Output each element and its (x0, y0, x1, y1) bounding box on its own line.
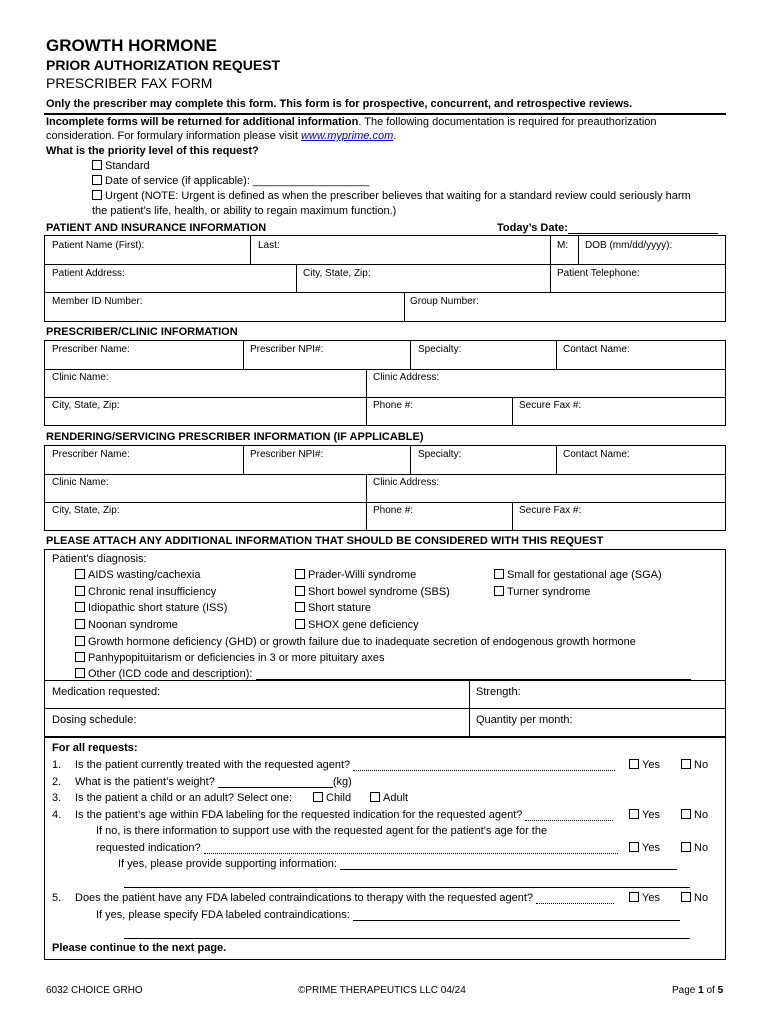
urgent-line2: the patient’s life, health, or ability to regain maximum function.) (92, 205, 397, 217)
standard-label: Standard (105, 160, 150, 172)
dx-prader-label: Prader-Willi syndrome (308, 569, 417, 581)
q5-label: Does the patient have any FDA labeled contraindications to therapy with the requested agent? (75, 892, 537, 904)
checkbox[interactable] (370, 792, 380, 802)
checkbox[interactable] (75, 652, 85, 662)
rendering-specialty-field[interactable]: Specialty: (418, 449, 462, 460)
no-label: No (694, 759, 709, 771)
form-subtitle: PRIOR AUTHORIZATION REQUEST (46, 57, 281, 73)
rendering-fax-field[interactable]: Secure Fax #: (519, 505, 582, 516)
yes-label: Yes (642, 759, 660, 771)
col-divider (250, 235, 251, 264)
clinic-name-field[interactable]: Clinic Name: (52, 372, 109, 383)
checkbox[interactable] (295, 602, 305, 612)
prescriber-only-notice: Only the prescriber may complete this form. This form is for prospective, concurrent, and retrospective reviews. (46, 98, 633, 110)
form-title: GROWTH HORMONE (46, 36, 217, 55)
todays-date (497, 222, 718, 234)
q2-label: What is the patient’s weight? (75, 776, 218, 788)
col-divider (550, 264, 551, 292)
dx-ghd[interactable] (75, 636, 636, 648)
checkbox[interactable] (681, 759, 691, 769)
q4-yes[interactable] (629, 809, 660, 821)
clinic-fax-field[interactable]: Secure Fax #: (519, 400, 582, 411)
dx-sga[interactable] (494, 569, 662, 581)
q4-if-no: If no, is there information to support use with the requested agent for the patient’s age for the (96, 825, 548, 837)
q3-child[interactable] (313, 792, 351, 804)
priority-date-of-service[interactable] (92, 175, 369, 187)
yes-label: Yes (642, 842, 660, 854)
diagnosis-label: Patient’s diagnosis: (52, 553, 147, 565)
checkbox[interactable] (295, 586, 305, 596)
checkbox[interactable] (681, 842, 691, 852)
row-divider (44, 292, 726, 293)
dx-chronic-renal[interactable] (75, 586, 216, 598)
patient-dob-field[interactable]: DOB (mm/dd/yyyy): (585, 240, 673, 251)
q4-text (75, 809, 613, 821)
prescriber-specialty-field[interactable]: Specialty: (418, 344, 462, 355)
checkbox[interactable] (75, 569, 85, 579)
clinic-city-state-zip-field[interactable]: City, State, Zip: (52, 400, 120, 411)
patient-address-field[interactable]: Patient Address: (52, 268, 125, 279)
rendering-heading: RENDERING/SERVICING PRESCRIBER INFORMATION (IF APPLICABLE) (46, 431, 424, 443)
dx-other[interactable] (75, 668, 691, 680)
col-divider (550, 235, 551, 264)
prescriber-heading: PRESCRIBER/CLINIC INFORMATION (46, 326, 238, 338)
dx-iss-label: Idiopathic short stature (ISS) (88, 602, 228, 614)
dx-sbs-label: Short bowel syndrome (SBS) (308, 586, 450, 598)
q5-if-yes (96, 909, 680, 921)
q5-if-yes-label: If yes, please specify FDA labeled contraindications: (96, 909, 353, 921)
leader-dots (204, 844, 618, 854)
patient-city-state-zip-field[interactable]: City, State, Zip: (303, 268, 371, 279)
patient-heading: PATIENT AND INSURANCE INFORMATION (46, 222, 267, 234)
dx-turner-label: Turner syndrome (507, 586, 591, 598)
checkbox[interactable] (313, 792, 323, 802)
col-divider (404, 292, 405, 322)
rendering-phone-field[interactable]: Phone #: (373, 505, 414, 516)
row-divider (44, 708, 726, 709)
checkbox[interactable] (494, 586, 504, 596)
q1-yes[interactable] (629, 759, 660, 771)
formulary-info (46, 130, 396, 142)
q4-if-yes (118, 858, 677, 870)
q3-adult[interactable] (370, 792, 408, 804)
patient-mi-field[interactable]: M: (557, 240, 569, 251)
dx-aids-label: AIDS wasting/cachexia (88, 569, 201, 581)
q4-if-yes-label: If yes, please provide supporting information: (118, 858, 340, 870)
row-divider (44, 397, 726, 398)
checkbox[interactable] (629, 842, 639, 852)
dx-shox[interactable] (295, 619, 419, 631)
patient-telephone-field[interactable]: Patient Telephone: (557, 268, 640, 279)
q4b-no[interactable] (681, 842, 708, 854)
q1-number: 1. (52, 759, 62, 771)
checkbox[interactable] (75, 619, 85, 629)
prescriber-contact-field[interactable]: Contact Name: (563, 344, 630, 355)
myprime-link[interactable]: www.myprime.com (300, 130, 394, 142)
dx-turner[interactable] (494, 586, 590, 598)
col-divider (512, 397, 513, 426)
no-label: No (694, 842, 709, 854)
date-of-service-label: Date of service (if applicable): ___________________ (105, 175, 370, 187)
no-label: No (694, 809, 709, 821)
rendering-clinic-name-field[interactable]: Clinic Name: (52, 477, 109, 488)
rendering-npi-field[interactable]: Prescriber NPI#: (250, 449, 324, 460)
row-divider (44, 502, 726, 503)
priority-question: What is the priority level of this request? (46, 145, 259, 157)
adult-label: Adult (383, 792, 409, 804)
q5-number: 5. (52, 892, 62, 904)
rendering-clinic-address-field[interactable]: Clinic Address: (373, 477, 440, 488)
q4-requested (96, 842, 618, 854)
checkbox[interactable] (75, 586, 85, 596)
col-divider (578, 235, 579, 264)
q5-no[interactable] (681, 892, 708, 904)
q4-no[interactable] (681, 809, 708, 821)
col-divider (366, 369, 367, 426)
dx-noonan-label: Noonan syndrome (88, 619, 178, 631)
period: . (393, 130, 397, 142)
q1-label: Is the patient currently treated with the requested agent? (75, 759, 354, 771)
incomplete-notice (46, 116, 657, 128)
q4-number: 4. (52, 809, 62, 821)
q1-text (75, 759, 615, 771)
questions-heading: For all requests: (52, 742, 138, 754)
col-divider (556, 445, 557, 474)
dx-short-stature[interactable] (295, 602, 371, 614)
dx-iss[interactable] (75, 602, 227, 614)
dx-noonan[interactable] (75, 619, 178, 631)
divider (44, 113, 726, 115)
checkbox[interactable] (75, 602, 85, 612)
checkbox[interactable] (295, 569, 305, 579)
col-divider (296, 264, 297, 292)
todays-date-field[interactable] (568, 223, 718, 234)
form-name: PRESCRIBER FAX FORM (46, 75, 213, 91)
leader-dots (536, 894, 614, 904)
q2-number: 2. (52, 776, 62, 788)
col-divider (556, 340, 557, 369)
col-divider (366, 474, 367, 531)
yes-label: Yes (642, 809, 660, 821)
consideration-text: consideration. For formulary information please visit (46, 130, 301, 142)
col-divider (243, 340, 244, 369)
todays-date-label: Today’s Date: (497, 222, 568, 234)
row-divider (44, 369, 726, 370)
page-of: of (703, 985, 718, 996)
col-divider (243, 445, 244, 474)
rendering-contact-field[interactable]: Contact Name: (563, 449, 630, 460)
checkbox[interactable] (92, 175, 102, 185)
dx-panhypo-label: Panhypopituitarism or deficiencies in 3 or more pituitary axes (88, 652, 385, 664)
priority-standard[interactable] (92, 160, 150, 172)
dx-shox-label: SHOX gene deficiency (308, 619, 419, 631)
dx-other-field[interactable] (256, 669, 691, 680)
dx-short-label: Short stature (308, 602, 371, 614)
supporting-info-line2[interactable] (124, 887, 690, 888)
checkbox[interactable] (629, 809, 639, 819)
checkbox[interactable] (494, 569, 504, 579)
checkbox[interactable] (629, 759, 639, 769)
kg-label: (kg) (332, 776, 352, 788)
leader-dots (525, 811, 613, 821)
dx-sga-label: Small for gestational age (SGA) (507, 569, 662, 581)
urgent-label: Urgent (NOTE: Urgent is defined as when the prescriber believes that waiting for a standard review could seriously harm (105, 190, 691, 202)
clinic-address-field[interactable]: Clinic Address: (373, 372, 440, 383)
form-code: 6032 CHOICE GRHO (46, 985, 143, 996)
col-divider (469, 680, 470, 737)
q2-text (75, 776, 352, 788)
rendering-city-state-zip-field[interactable]: City, State, Zip: (52, 505, 120, 516)
strength-field[interactable]: Strength: (476, 686, 521, 698)
q5-text (75, 892, 614, 904)
row-divider (44, 474, 726, 475)
q4-label: Is the patient’s age within FDA labeling for the requested indication for the requested agent? (75, 809, 526, 821)
patient-first-name-field[interactable]: Patient Name (First): (52, 240, 145, 251)
group-number-field[interactable]: Group Number: (410, 296, 479, 307)
checkbox[interactable] (75, 636, 85, 646)
q5-yes[interactable] (629, 892, 660, 904)
dx-aids[interactable] (75, 569, 201, 581)
page-number (672, 985, 723, 996)
checkbox[interactable] (681, 809, 691, 819)
priority-urgent[interactable] (92, 190, 691, 202)
row-divider (44, 680, 726, 681)
page-prefix: Page (672, 985, 699, 996)
copyright: ©PRIME THERAPEUTICS LLC 04/24 (298, 985, 466, 996)
col-divider (512, 502, 513, 531)
no-label: No (694, 892, 709, 904)
incomplete-rest: . The following documentation is required for preauthorization (358, 116, 657, 128)
q1-no[interactable] (681, 759, 708, 771)
child-label: Child (326, 792, 352, 804)
incomplete-bold: Incomplete forms will be returned for additional information (46, 116, 359, 128)
medication-field[interactable]: Medication requested: (52, 686, 161, 698)
checkbox[interactable] (92, 160, 102, 170)
weight-field[interactable] (218, 777, 333, 788)
col-divider (410, 445, 411, 474)
page-total: 5 (717, 985, 724, 996)
dx-panhypopituitarism[interactable] (75, 652, 385, 664)
dx-other-label: Other (ICD code and description): (88, 668, 256, 680)
continue-notice: Please continue to the next page. (52, 942, 227, 954)
dx-ghd-label: Growth hormone deficiency (GHD) or growth failure due to inadequate secretion of endogenous growth hormone (88, 636, 636, 648)
leader-dots (353, 761, 615, 771)
col-divider (410, 340, 411, 369)
checkbox[interactable] (629, 892, 639, 902)
page-current: 1 (698, 985, 704, 996)
checkbox[interactable] (92, 190, 102, 200)
contraindications-field[interactable] (353, 910, 680, 921)
clinic-phone-field[interactable]: Phone #: (373, 400, 414, 411)
checkbox[interactable] (681, 892, 691, 902)
checkbox[interactable] (75, 668, 85, 678)
rendering-name-field[interactable]: Prescriber Name: (52, 449, 130, 460)
dx-prader-willi[interactable] (295, 569, 416, 581)
dx-sbs[interactable] (295, 586, 450, 598)
q4b-yes[interactable] (629, 842, 660, 854)
patient-last-name-field[interactable]: Last: (258, 240, 280, 251)
contraindications-line2[interactable] (124, 938, 690, 939)
checkbox[interactable] (295, 619, 305, 629)
row-divider (44, 264, 726, 265)
attach-heading: PLEASE ATTACH ANY ADDITIONAL INFORMATION THAT SHOULD BE CONSIDERED WITH THIS REQUEST (46, 535, 604, 547)
dx-crf-label: Chronic renal insufficiency (88, 586, 217, 598)
prescriber-name-field[interactable]: Prescriber Name: (52, 344, 130, 355)
supporting-info-field[interactable] (340, 859, 677, 870)
yes-label: Yes (642, 892, 660, 904)
q4-req-label: requested indication? (96, 842, 204, 854)
quantity-field[interactable]: Quantity per month: (476, 714, 573, 726)
q3-number: 3. (52, 792, 62, 804)
dosing-field[interactable]: Dosing schedule: (52, 714, 137, 726)
q3-text: Is the patient a child or an adult? Select one: (75, 792, 293, 804)
member-id-field[interactable]: Member ID Number: (52, 296, 143, 307)
prescriber-npi-field[interactable]: Prescriber NPI#: (250, 344, 324, 355)
